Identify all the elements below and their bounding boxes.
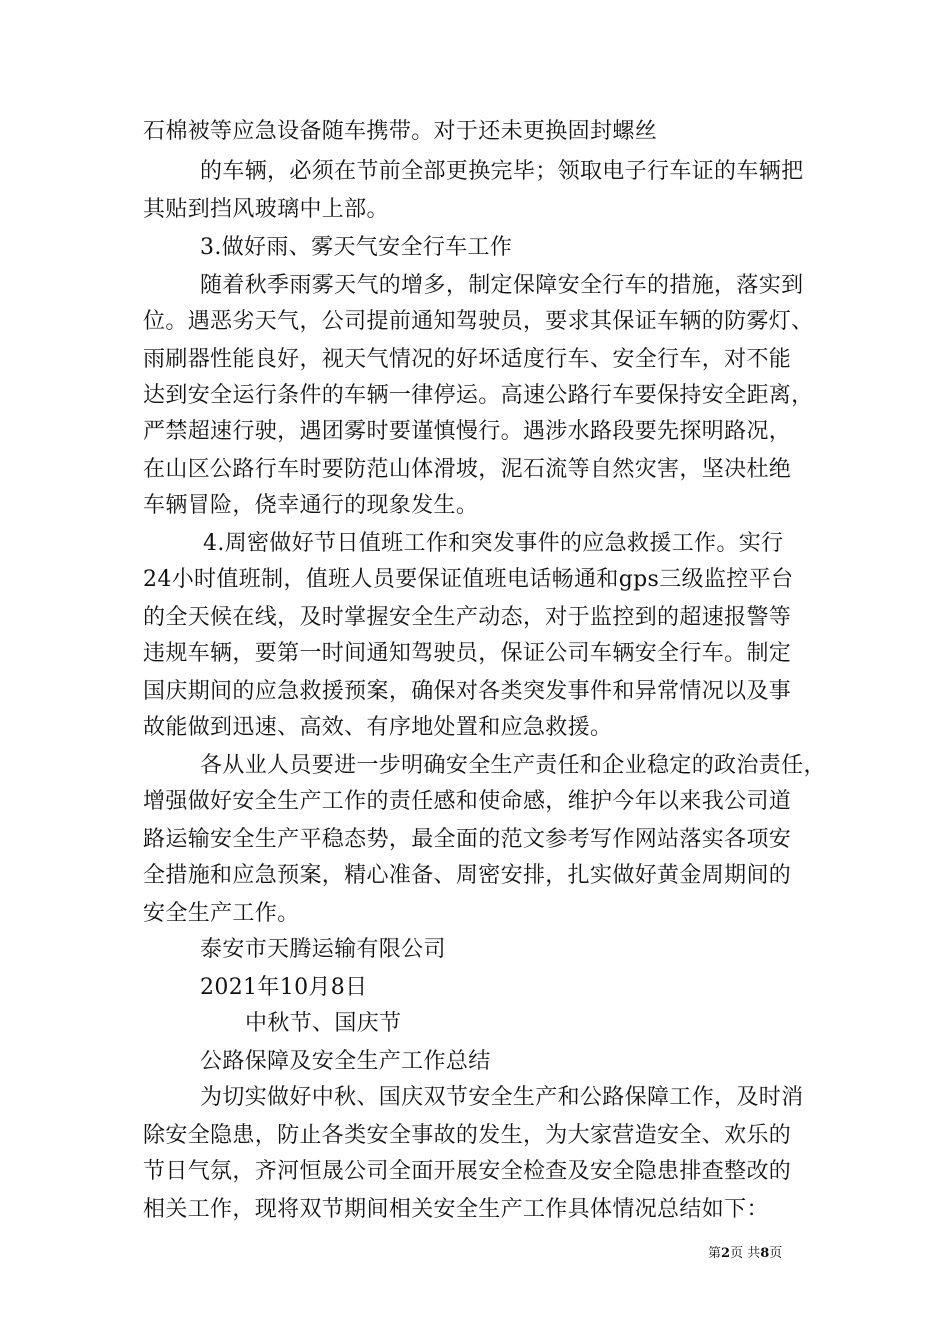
text-line: 其贴到挡风玻璃中上部。	[143, 197, 389, 222]
page-number-footer	[708, 1245, 782, 1263]
document-subtitle: 公路保障及安全生产工作总结	[200, 1049, 491, 1074]
section-heading: 3.做好雨、雾天气安全行车工作	[200, 235, 513, 260]
text-line: 达到安全运行条件的车辆一律停运。高速公路行车要保持安全距离，	[143, 383, 814, 408]
footer-middle: 页 共	[730, 1246, 761, 1261]
text-line: 节日气氛，齐河恒晟公司全面开展安全检查及安全隐患排查整改的	[143, 1159, 792, 1184]
total-pages-number: 8	[760, 1246, 770, 1261]
text-line: 全措施和应急预案，精心准备、周密安排，扎实做好黄金周期间的	[143, 863, 792, 888]
text-line: 路运输安全生产平稳态势，最全面的范文参考写作网站落实各项安	[143, 827, 792, 852]
text-line: 增强做好安全生产工作的责任感和使命感，维护今年以来我公司道	[143, 789, 792, 814]
section-heading: 4.周密做好节日值班工作和突发事件的应急救援工作。实行	[203, 531, 784, 556]
text-line: 位。遇恶劣天气，公司提前通知驾驶员，要求其保证车辆的防雾灯、	[143, 309, 814, 334]
text-line: 车辆冒险，侥幸通行的现象发生。	[143, 493, 479, 518]
text-line: 违规车辆，要第一时间通知驾驶员，保证公司车辆安全行车。制定	[143, 641, 792, 666]
text-line: 雨刷器性能良好，视天气情况的好坏适度行车、安全行车，对不能	[143, 347, 792, 372]
footer-suffix: 页	[769, 1246, 783, 1261]
text-line: 石棉被等应急设备随车携带。对于还未更换固封螺丝	[143, 119, 658, 144]
text-line: 除安全隐患，防止各类安全事故的发生，为大家营造安全、欢乐的	[143, 1123, 792, 1148]
text-line: 故能做到迅速、高效、有序地处置和应急救援。	[143, 715, 613, 740]
text-line: 的全天候在线，及时掌握安全生产动态，对于监控到的超速报警等	[143, 605, 792, 630]
text-line: 的车辆，必须在节前全部更换完毕；领取电子行车证的车辆把	[200, 159, 804, 184]
document-title: 中秋节、国庆节	[245, 1011, 402, 1036]
text-line: 24小时值班制，值班人员要保证值班电话畅通和gps三级监控平台	[143, 567, 794, 592]
current-page-number: 2	[721, 1246, 731, 1261]
text-line: 在山区公路行车时要防范山体滑坡，泥石流等自然灾害，坚决杜绝	[143, 457, 792, 482]
company-name: 泰安市天腾运输有限公司	[200, 937, 446, 962]
document-date: 2021年10月8日	[200, 975, 368, 1000]
text-line: 各从业人员要进一步明确安全生产责任和企业稳定的政治责任，	[200, 753, 826, 778]
text-line: 相关工作，现将双节期间相关安全生产工作具体情况总结如下：	[143, 1197, 769, 1222]
text-line: 国庆期间的应急救援预案，确保对各类突发事件和异常情况以及事	[143, 679, 792, 704]
text-line: 安全生产工作。	[143, 901, 300, 926]
text-line: 为切实做好中秋、国庆双节安全生产和公路保障工作，及时消	[200, 1085, 804, 1110]
text-line: 严禁超速行驶，遇团雾时要谨慎慢行。遇涉水路段要先探明路况，	[143, 419, 792, 444]
footer-prefix: 第	[708, 1246, 722, 1261]
text-line: 随着秋季雨雾天气的增多，制定保障安全行车的措施，落实到	[200, 273, 804, 298]
